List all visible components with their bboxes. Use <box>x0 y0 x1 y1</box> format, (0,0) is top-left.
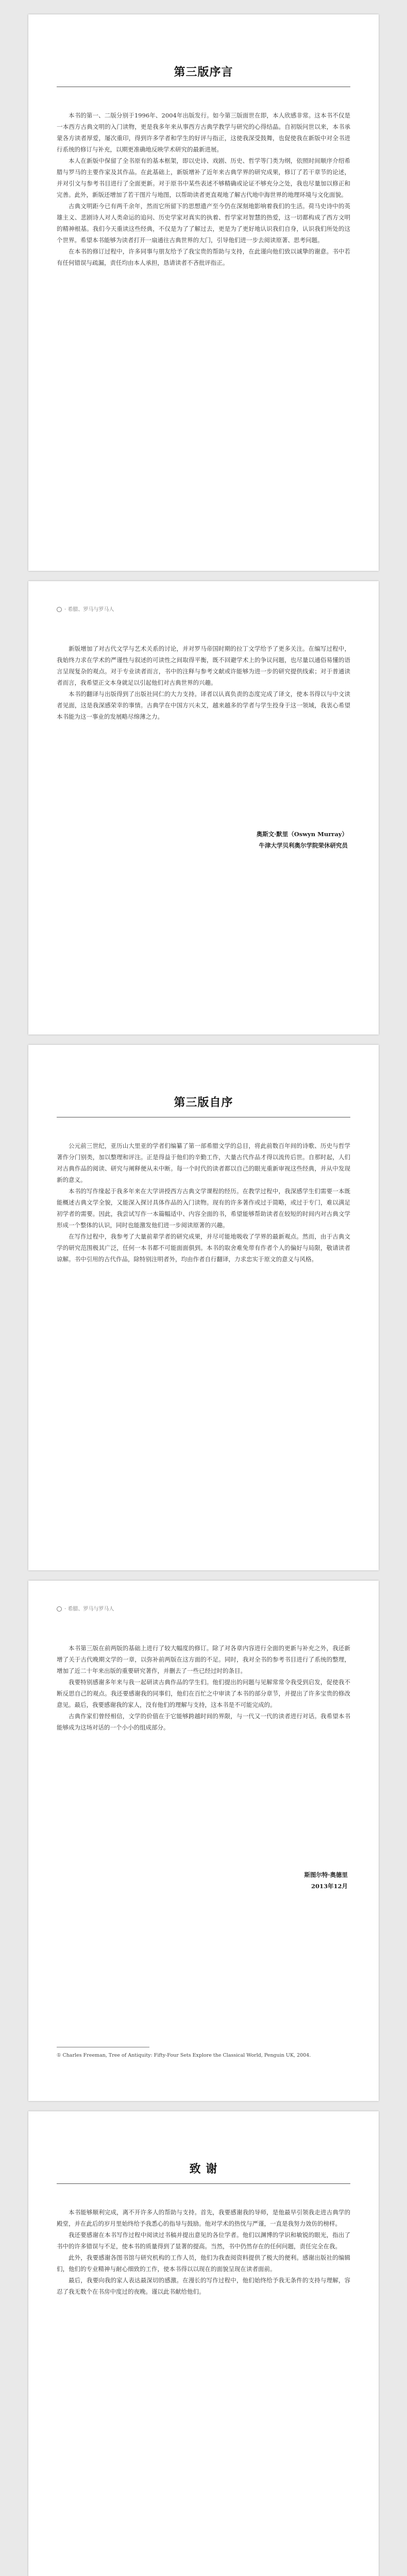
paragraph: 在写作过程中，我参考了大量前辈学者的研究成果，并尽可能地吸收了学界的最新观点。然而，由于古典文学的研究范围极其广泛，任何一本书都不可能面面俱到。本书的取舍难免带有作者个人的偏好与局限，敬请读者谅解。书中引用的古代作品，除特别注明者外，均由作者自行翻译，力求忠实于原文的意义与风格。 <box>57 1233 350 1263</box>
paragraph: 在本书的修订过程中，许多同事与朋友给予了我宝贵的帮助与支持，在此谨向他们致以诚挚的谢意。书中若有任何错误与疏漏，责任均由本人承担，恳请读者不吝批评指正。 <box>57 248 350 266</box>
paragraph: 我要特别感谢多年来与我一起研读古典作品的学生们。他们提出的问题与见解常常令我受到启发，促使我不断反思自己的观点。我还要感谢我的同事们，他们在百忙之中审读了本书的部分章节，并提出了许多宝贵的修改意见。最后，我要感谢我的家人，没有他们的理解与支持，这本书是不可能完成的。 <box>57 1679 350 1708</box>
page-4 <box>28 1581 379 2101</box>
page-3 <box>28 1045 379 1570</box>
page-body <box>57 110 350 268</box>
page-body <box>57 1642 350 1733</box>
signature-block <box>257 828 348 851</box>
signature-block <box>304 1869 348 1892</box>
paragraph: 本书的第一、二版分别于1996年、2004年出版发行。如今第三版面世在即，本人欣感非常。这本书不仅是一本西方古典文明的入门读物，更是我多年来从事西方古典学教学与研究的心得结晶。自初版问世以来，本书承蒙各方读者厚爱，屡次重印，得到许多学者和学生的好评与指正，这使我深受鼓舞，也促使我在新版中对全书进行系统的修订与补充，以期更准确地反映学术研究的最新进展。 <box>57 112 350 153</box>
paragraph: 本书的翻译与出版得到了出版社同仁的大力支持。译者以认真负责的态度完成了译文，使本书得以与中文读者见面，这是我深感荣幸的事情。古典学在中国方兴未艾，越来越多的学者与学生投身于这一领域，我衷心希望本书能为这一事业的发展略尽绵薄之力。 <box>57 690 350 720</box>
page-title: 致 谢 <box>189 2162 218 2176</box>
page-title: 第三版自序 <box>174 1096 233 1109</box>
page-1 <box>28 14 379 571</box>
paragraph: 新版增加了对古代文学与艺术关系的讨论，并对罗马帝国时期的拉丁文学给予了更多关注。在编写过程中，我始终力求在学术的严谨性与叙述的可读性之间取得平衡，既不回避学术上的争议问题，也尽量以通俗易懂的语言呈现复杂的观点。对于专业读者而言，书中的注释与参考文献或许能够为进一步的研究提供线索；对于普通读者而言，我希望正文本身就足以引起他们对古典世界的兴趣。 <box>57 645 350 686</box>
page-body <box>57 643 350 722</box>
signature-name: 斯图尔特·奥德里 <box>304 1871 348 1878</box>
paragraph: 公元前三世纪，亚历山大里亚的学者们编纂了第一部希腊文学的总目，将此前数百年间的诗歌、历史与哲学著作分门别类，加以整理和评注。正是得益于他们的辛勤工作，大量古代作品才得以流传后世。自那时起，人们对古典作品的阅读、研究与阐释便从未中断。每一个时代的读者都以自己的眼光重新审视这些经典，并从中发现新的意义。 <box>57 1142 350 1183</box>
paragraph: 此外，我要感谢各图书馆与研究机构的工作人员，他们为我查阅资料提供了极大的便利。感谢出版社的编辑们，他们的专业精神与耐心细致的工作，使本书得以以现在的面貌呈现在读者面前。 <box>57 2254 350 2273</box>
paragraph: 本书能够顺利完成，离不开许多人的帮助与支持。首先，我要感谢我的导师，是他最早引领我走进古典学的殿堂，并在此后的岁月里始终给予我悉心的指导与鼓励。他对学术的热忱与严谨，一直是我努力效仿的榜样。 <box>57 2209 350 2227</box>
paragraph: 本人在新版中保留了全书原有的基本框架，即以史诗、戏剧、历史、哲学等门类为纲，依照时间顺序介绍希腊与罗马的主要作家及其作品。在此基础上，新版增补了近年来古典学界的研究成果，修订了若干章节的论述，并对引文与参考书目进行了全面更新。对于原书中某些表述不够精确或论证不够充分之处，我也尽量加以修正和完善。此外，新版还增加了若干图片与地图，以帮助读者更直观地了解古代地中海世界的地理环境与文化面貌。 <box>57 157 350 198</box>
running-head-text: · 希腊、罗马与罗马人 <box>64 1606 114 1612</box>
page-body <box>57 2207 350 2297</box>
paragraph: 我还要感谢在本书写作过程中阅读过书稿并提出意见的各位学者。他们以渊博的学识和敏锐的眼光，指出了书中的许多错误与不足，使本书的质量得到了显著的提高。当然，书中仍然存在的任何问题，责任完全在我。 <box>57 2231 350 2250</box>
signature-affiliation: 牛津大学贝利奥尔学院荣休研究员 <box>259 842 348 849</box>
signature-name: 奥斯文·默里（Oswyn Murray） <box>256 831 348 838</box>
page-title: 第三版序言 <box>174 65 233 79</box>
running-head <box>57 605 114 613</box>
page-body <box>57 1140 350 1265</box>
title-divider <box>57 2183 350 2184</box>
page-number-icon <box>57 1606 62 1612</box>
page-2 <box>28 581 379 1035</box>
running-head-text: · 希腊、罗马与罗马人 <box>64 607 114 613</box>
paragraph: 最后，我要向我的家人表达最深切的感激。在漫长的写作过程中，他们始终给予我无条件的支持与理解，容忍了我无数个在书房中度过的夜晚。谨以此书献给他们。 <box>57 2277 350 2295</box>
paragraph: 本书的写作缘起于我多年来在大学讲授西方古典文学课程的经历。在教学过程中，我深感学生们需要一本既能概述古典文学全貌，又能深入探讨具体作品的入门读物。现有的许多著作或过于简略，或过于专门，难以满足初学者的需要。因此，我尝试写作一本篇幅适中、内容全面的书，希望能够帮助读者在较短的时间内对古典文学形成一个整体的认识，同时也能激发他们进一步阅读原著的兴趣。 <box>57 1188 350 1229</box>
page-number-icon <box>57 607 62 612</box>
footnote: ① Charles Freeman, Tree of Antiquity: Fifty-Four Sets Explore the Classical World, Penguin UK, 2004. <box>57 2053 311 2058</box>
running-head <box>57 1604 114 1612</box>
paragraph: 古典文明距今已有两千余年，然而它所留下的思想遗产至今仍在深刻地影响着我们的生活。荷马史诗中的英雄主义、悲剧诗人对人类命运的追问、历史学家对真实的执着、哲学家对智慧的热爱，这一切都构成了西方文明的精神根基。我们今天重读这些经典，不仅是为了了解过去，更是为了更好地认识我们自身，认识我们所处的这个世界。希望本书能够为读者打开一扇通往古典世界的大门，引导他们进一步去阅读原著、思考问题。 <box>57 202 350 244</box>
signature-date: 2013年12月 <box>311 1883 348 1890</box>
page-5 <box>28 2111 379 2576</box>
paragraph: 古典作家们曾经相信，文学的价值在于它能够跨越时间的界限，与一代又一代的读者进行对话。我希望本书能够成为这场对话的一个小小的组成部分。 <box>57 1713 350 1731</box>
paragraph: 本书第三版在前两版的基础上进行了较大幅度的修订。除了对各章内容进行全面的更新与补充之外，我还新增了关于古代晚期文学的一章，以弥补前两版在这方面的不足。同时，我对全书的参考书目进行了系统的整理，增加了近二十年来出版的重要研究著作，并删去了一些已经过时的条目。 <box>57 1645 350 1674</box>
